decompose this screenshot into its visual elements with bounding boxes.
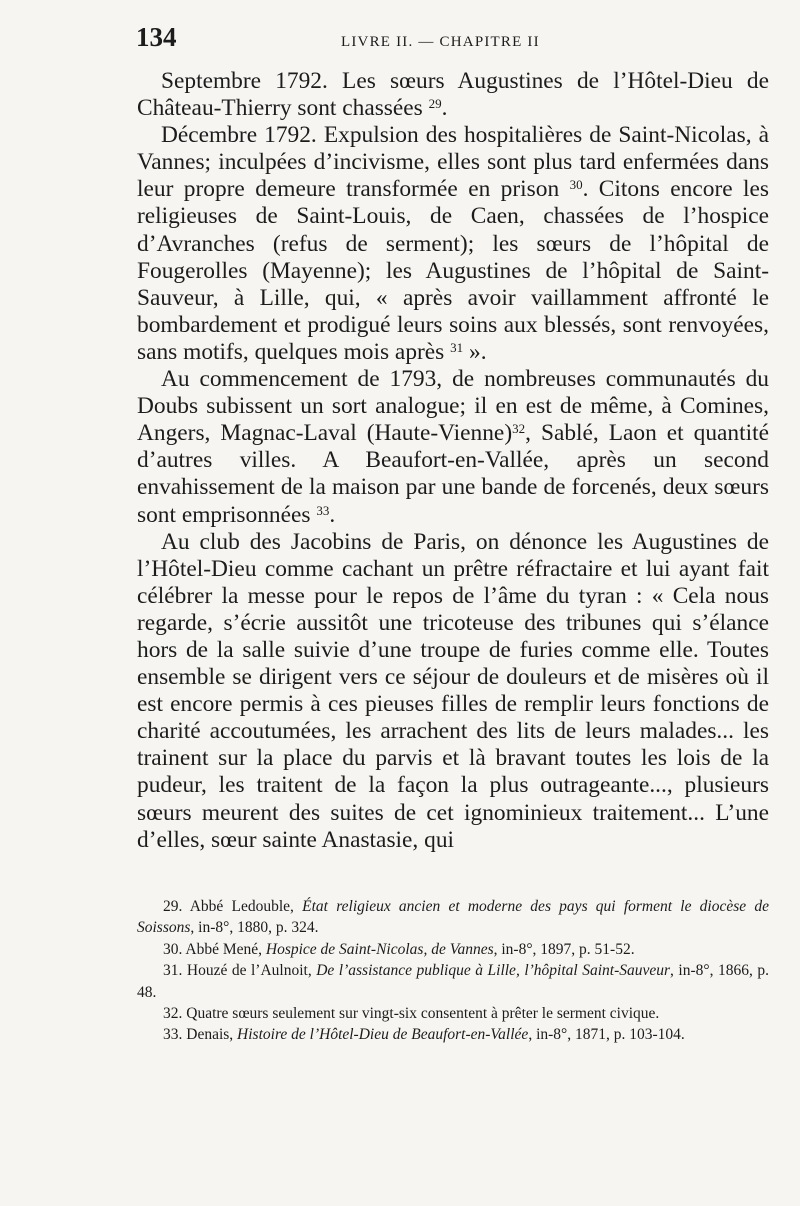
- footnote-text: , in-8°, 1866, p. 48.: [137, 962, 769, 1001]
- paragraph-text: Décembre 1792. Expulsion des hospitalières de Saint-Nicolas, à Vannes; inculpées d’incivisme, elles sont plus tard enfermées dans leur propre demeure transformée en prison: [137, 122, 769, 203]
- running-head: LIVRE II. — CHAPITRE II: [341, 34, 540, 50]
- footnote-29: [137, 896, 769, 939]
- paragraph: [137, 366, 769, 529]
- footnote-title: De l’assistance publique à Lille, l’hôpital Saint-Sauveur: [316, 962, 671, 980]
- footnote-text: 31. Houzé de l’Aulnoit,: [163, 962, 317, 980]
- paragraph-text: . Citons encore les religieuses de Saint-Louis, de Caen, chassées de l’hospice d’Avranches (refus de serment); les sœurs de l’hôpital de Fougerolles (Mayenne); les Augustines de l’hôpital de Saint-Sauveur, à Lille, qui, « après avoir vaillamment affronté le bombardement et prodigué leurs soins aux blessés, sont renvoyées, sans motifs, quelques mois après: [137, 176, 769, 365]
- paragraph: Au club des Jacobins de Paris, on dénonce les Augustines de l’Hôtel-Dieu comme cachant un prêtre réfractaire et lui ayant fait célébrer la messe pour le repos de l’âme du tyran : « Cela nous regarde, s’écrie aussitôt une tricoteuse des tribunes qui s’élance hors de la salle suivie d’une troupe de furies comme elle. Toutes ensemble se dirigent vers ce séjour de douleurs et de misères où il est encore permis à ces pieuses filles de remplir leurs fonctions de charité accoutumées, les arrachent des lits de leurs malades... les trainent sur la place du parvis et là bravant toutes les lois de la pudeur, les traitent de la façon la plus outrageante..., plusieurs sœurs meurent des suites de cet ignominieux traitement... L’une d’elles, sœur sainte Anastasie, qui: [137, 528, 769, 853]
- paragraph: [137, 68, 769, 122]
- footnote-32: 32. Quatre sœurs seulement sur vingt-six consentent à prêter le serment civique.: [163, 1005, 660, 1023]
- footnote-text: , in-8°, 1880, p. 324.: [190, 919, 319, 937]
- footnotes: [137, 896, 769, 1046]
- paragraph-text: Au commencement de 1793, de nombreuses communautés du Doubs subissent un sort analogue; il en est de même, à Comines, Angers, Magnac-Laval (Haute-Vienne): [137, 366, 769, 447]
- footnote-30: [137, 939, 769, 960]
- footnote-ref: 33: [316, 502, 330, 518]
- footnote-ref: 31: [450, 339, 464, 355]
- body-text: [137, 68, 769, 854]
- footnote-title: Histoire de l’Hôtel-Dieu de Beaufort-en-Vallée: [237, 1026, 529, 1044]
- paragraph-text: Septembre 1792. Les sœurs Augustines de l’Hôtel-Dieu de Château-Thierry sont chassées: [137, 68, 769, 122]
- paragraph-text: ».: [463, 338, 487, 365]
- page-header: [136, 20, 772, 64]
- footnote-ref: 32: [512, 421, 526, 437]
- page-number: 134: [136, 22, 177, 52]
- paragraph-text: , Sablé, Laon et quantité d’autres villes. A Beaufort-en-Vallée, après un second envahissement de la maison par une bande de forcenés, deux sœurs sont emprisonnées: [137, 420, 770, 528]
- paragraph: [137, 122, 769, 366]
- paragraph-text: .: [329, 501, 336, 528]
- footnote-title: État religieux ancien et moderne des pays qui forment le diocèse de Soissons: [137, 898, 769, 937]
- footnote-text: 33. Denais,: [163, 1026, 238, 1044]
- footnote-31: [137, 960, 769, 1003]
- footnote-33: [137, 1024, 769, 1045]
- footnote-text: 30. Abbé Mené,: [163, 940, 266, 958]
- footnote-text: , in-8°, 1897, p. 51-52.: [493, 940, 635, 958]
- footnote-text: , in-8°, 1871, p. 103-104.: [528, 1026, 685, 1044]
- footnote-text: 29. Abbé Ledouble,: [163, 898, 303, 915]
- footnote-ref: 30: [569, 177, 583, 193]
- paragraph-text: .: [441, 95, 448, 122]
- footnote-title: Hospice de Saint-Nicolas, de Vannes: [265, 940, 494, 958]
- footnote-ref: 29: [428, 95, 442, 111]
